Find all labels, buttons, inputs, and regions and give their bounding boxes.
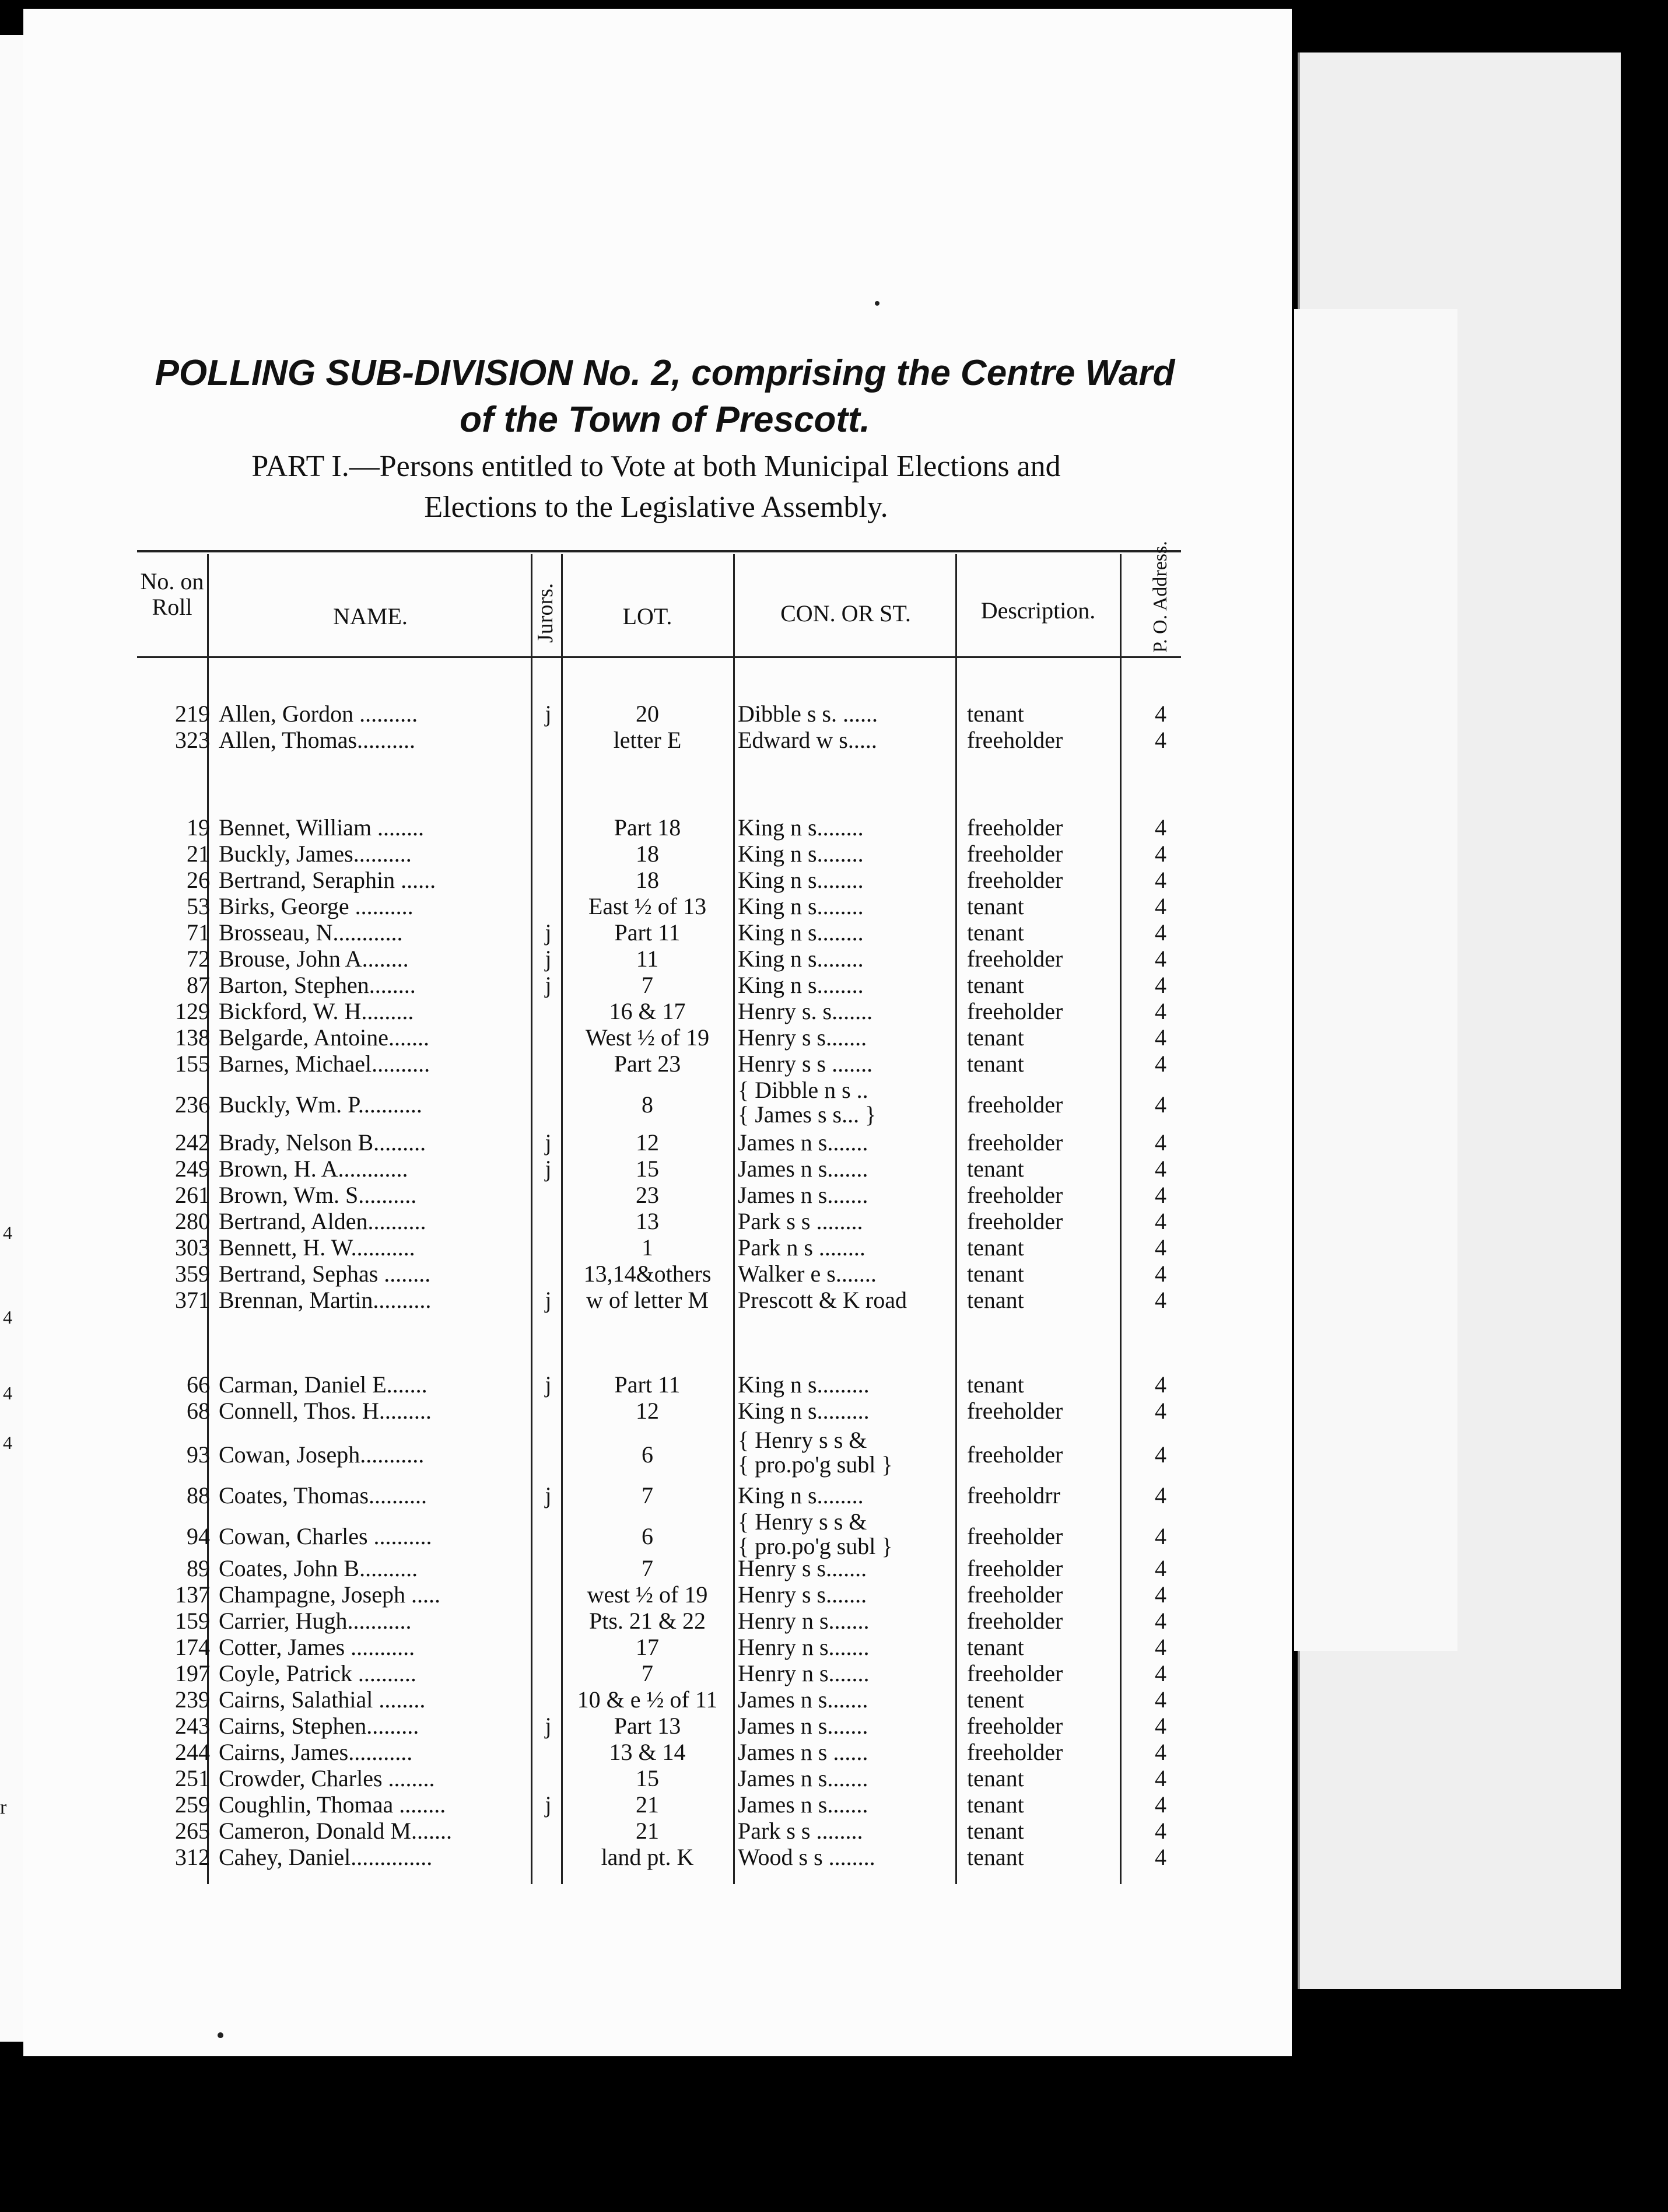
po-address-cell: 4 [1155, 1091, 1166, 1118]
roll-cell: 68 [187, 1398, 210, 1424]
lot-cell: Part 23 [614, 1051, 681, 1077]
lot-cell: 13,14&others [583, 1261, 712, 1287]
roll-cell: 71 [187, 919, 210, 946]
con-cell: { Henry s s & { pro.po'g subl } [738, 1508, 893, 1559]
po-address-cell: 4 [1155, 841, 1166, 867]
name-cell: Allen, Thomas.......... [219, 727, 416, 753]
description-cell: freeholder [967, 1555, 1063, 1581]
lot-cell: w of letter M [586, 1287, 709, 1313]
name-cell: Cameron, Donald M....... [219, 1818, 452, 1844]
po-address-cell: 4 [1155, 972, 1166, 998]
column-divider [1120, 554, 1122, 1884]
name-cell: Bennett, H. W........... [219, 1234, 415, 1261]
name-cell: Buckly, Wm. P........... [219, 1091, 422, 1118]
description-cell: freeholder [967, 867, 1063, 893]
margin-number: 4 [3, 1307, 12, 1328]
description-cell: tenant [967, 1634, 1024, 1660]
juror-cell: j [545, 1713, 552, 1739]
juror-cell: j [545, 1129, 552, 1156]
roll-cell: 94 [187, 1523, 210, 1549]
description-cell: tenant [967, 1818, 1024, 1844]
con-cell: King n s........ [738, 893, 864, 919]
lot-cell: 16 & 17 [609, 998, 686, 1024]
po-address-cell: 4 [1155, 1261, 1166, 1287]
po-address-cell: 4 [1155, 1739, 1166, 1765]
con-cell: James n s....... [738, 1686, 868, 1713]
speck [218, 2032, 223, 2038]
roll-cell: 72 [187, 946, 210, 972]
name-cell: Brown, Wm. S.......... [219, 1182, 417, 1208]
con-cell: Henry n s....... [738, 1660, 870, 1686]
con-cell: King n s........ [738, 919, 864, 946]
po-address-cell: 4 [1155, 1182, 1166, 1208]
lot-cell: 23 [636, 1182, 659, 1208]
po-address-cell: 4 [1155, 1634, 1166, 1660]
roll-cell: 236 [175, 1091, 210, 1118]
description-cell: freeholder [967, 841, 1063, 867]
lot-cell: west ½ of 19 [587, 1581, 708, 1608]
roll-cell: 87 [187, 972, 210, 998]
con-cell: Park s s ........ [738, 1818, 863, 1844]
po-address-cell: 4 [1155, 1234, 1166, 1261]
roll-cell: 323 [175, 727, 210, 753]
po-address-cell: 4 [1155, 893, 1166, 919]
name-cell: Buckly, James.......... [219, 841, 412, 867]
po-address-cell: 4 [1155, 1581, 1166, 1608]
juror-cell: j [545, 1156, 552, 1182]
roll-cell: 244 [175, 1739, 210, 1765]
roll-cell: 265 [175, 1818, 210, 1844]
description-cell: freeholder [967, 1739, 1063, 1765]
juror-cell: j [545, 1482, 552, 1508]
roll-cell: 303 [175, 1234, 210, 1261]
name-cell: Allen, Gordon .......... [219, 701, 418, 727]
po-address-cell: 4 [1155, 919, 1166, 946]
description-cell: freeholder [967, 1182, 1063, 1208]
lot-cell: 12 [636, 1129, 659, 1156]
description-cell: freeholder [967, 1129, 1063, 1156]
lot-cell: 21 [636, 1818, 659, 1844]
lot-cell: Part 11 [614, 919, 681, 946]
lot-cell: 1 [642, 1234, 653, 1261]
roll-cell: 155 [175, 1051, 210, 1077]
po-address-cell: 4 [1155, 998, 1166, 1024]
po-address-cell: 4 [1155, 814, 1166, 841]
roll-cell: 159 [175, 1608, 210, 1634]
lot-cell: Part 13 [614, 1713, 681, 1739]
page-title [134, 350, 1196, 443]
description-cell: freeholder [967, 1713, 1063, 1739]
name-cell: Coates, Thomas.......... [219, 1482, 427, 1508]
po-address-cell: 4 [1155, 1818, 1166, 1844]
roll-cell: 280 [175, 1208, 210, 1234]
con-cell: James n s....... [738, 1791, 868, 1818]
name-cell: Cowan, Joseph........... [219, 1441, 425, 1468]
juror-cell: j [545, 701, 552, 727]
roll-cell: 243 [175, 1713, 210, 1739]
con-cell: Wood s s ........ [738, 1844, 875, 1870]
con-cell: Henry n s....... [738, 1634, 870, 1660]
po-address-cell: 4 [1155, 1129, 1166, 1156]
lot-cell: 17 [636, 1634, 659, 1660]
col-header-po-address: P. O. Address. [1150, 541, 1171, 653]
header-bottom-rule [137, 656, 1181, 658]
lot-cell: letter E [613, 727, 682, 753]
con-cell: King n s........ [738, 1482, 864, 1508]
description-cell: freeholder [967, 814, 1063, 841]
roll-cell: 174 [175, 1634, 210, 1660]
lot-cell: 18 [636, 841, 659, 867]
lot-cell: 7 [642, 972, 653, 998]
column-divider [531, 554, 532, 1884]
roll-cell: 197 [175, 1660, 210, 1686]
con-cell: James n s....... [738, 1713, 868, 1739]
description-cell: tenant [967, 701, 1024, 727]
description-cell: freeholder [967, 727, 1063, 753]
con-cell: Park n s ........ [738, 1234, 865, 1261]
title-line-1: POLLING SUB-DIVISION No. 2, comprising the Centre Ward [155, 353, 1175, 393]
title-line-2: of the Town of Prescott. [460, 400, 870, 440]
po-address-cell: 4 [1155, 1660, 1166, 1686]
description-cell: tenant [967, 1844, 1024, 1870]
description-cell: tenant [967, 893, 1024, 919]
con-cell: King n s........ [738, 946, 864, 972]
con-cell: King n s......... [738, 1398, 870, 1424]
lot-cell: 21 [636, 1791, 659, 1818]
description-cell: tenant [967, 919, 1024, 946]
lot-cell: 12 [636, 1398, 659, 1424]
name-cell: Cairns, Stephen......... [219, 1713, 419, 1739]
con-cell: King n s........ [738, 972, 864, 998]
lot-cell: 8 [642, 1091, 653, 1118]
name-cell: Carrier, Hugh........... [219, 1608, 412, 1634]
po-address-cell: 4 [1155, 1686, 1166, 1713]
con-cell: James n s....... [738, 1765, 868, 1791]
lot-cell: East ½ of 13 [588, 893, 707, 919]
con-cell: Henry s s....... [738, 1581, 867, 1608]
juror-cell: j [545, 972, 552, 998]
po-address-cell: 4 [1155, 1287, 1166, 1313]
column-divider [733, 554, 735, 1884]
con-cell: Henry s s ....... [738, 1051, 873, 1077]
name-cell: Cairns, Salathial ........ [219, 1686, 426, 1713]
po-address-cell: 4 [1155, 1441, 1166, 1468]
po-address-cell: 4 [1155, 867, 1166, 893]
lot-cell: 15 [636, 1156, 659, 1182]
lot-cell: Part 18 [614, 814, 681, 841]
lot-cell: 20 [636, 701, 659, 727]
con-cell: { Henry s s & { pro.po'g subl } [738, 1427, 893, 1478]
juror-cell: j [545, 1791, 552, 1818]
po-address-cell: 4 [1155, 1608, 1166, 1634]
description-cell: freeholder [967, 998, 1063, 1024]
name-cell: Birks, George .......... [219, 893, 414, 919]
con-cell: King n s......... [738, 1371, 870, 1398]
description-cell: tenant [967, 972, 1024, 998]
roll-cell: 93 [187, 1441, 210, 1468]
name-cell: Coyle, Patrick .......... [219, 1660, 416, 1686]
description-cell: tenant [967, 1287, 1024, 1313]
table-top-rule [137, 550, 1181, 552]
description-cell: tenant [967, 1024, 1024, 1051]
name-cell: Connell, Thos. H......... [219, 1398, 432, 1424]
po-address-cell: 4 [1155, 1844, 1166, 1870]
name-cell: Barton, Stephen........ [219, 972, 416, 998]
roll-cell: 89 [187, 1555, 210, 1581]
description-cell: tenant [967, 1261, 1024, 1287]
po-address-cell: 4 [1155, 727, 1166, 753]
description-cell: freeholder [967, 1208, 1063, 1234]
name-cell: Coates, John B.......... [219, 1555, 418, 1581]
con-cell: James n s ...... [738, 1739, 868, 1765]
po-address-cell: 4 [1155, 1156, 1166, 1182]
lot-cell: 6 [642, 1441, 653, 1468]
roll-cell: 359 [175, 1261, 210, 1287]
col-header-lot: LOT. [622, 603, 672, 629]
roll-cell: 371 [175, 1287, 210, 1313]
margin-number: 4 [3, 1222, 12, 1243]
name-cell: Crowder, Charles ........ [219, 1765, 435, 1791]
con-cell: Henry s s....... [738, 1024, 867, 1051]
description-cell: tenant [967, 1156, 1024, 1182]
name-cell: Coughlin, Thomaa ........ [219, 1791, 446, 1818]
lot-cell: 7 [642, 1660, 653, 1686]
po-address-cell: 4 [1155, 1398, 1166, 1424]
po-address-cell: 4 [1155, 701, 1166, 727]
description-cell: tenant [967, 1765, 1024, 1791]
description-cell: tenant [967, 1791, 1024, 1818]
adjacent-page-edge [0, 35, 23, 2042]
lot-cell: 18 [636, 867, 659, 893]
po-address-cell: 4 [1155, 1051, 1166, 1077]
con-cell: Henry n s....... [738, 1608, 870, 1634]
roll-cell: 21 [187, 841, 210, 867]
name-cell: Bennet, William ........ [219, 814, 425, 841]
margin-number: 4 [3, 1432, 12, 1453]
description-cell: tenent [967, 1686, 1024, 1713]
description-cell: freeholder [967, 1091, 1063, 1118]
roll-cell: 249 [175, 1156, 210, 1182]
juror-cell: j [545, 1287, 552, 1313]
po-address-cell: 4 [1155, 1555, 1166, 1581]
con-cell: James n s....... [738, 1182, 868, 1208]
po-address-cell: 4 [1155, 1024, 1166, 1051]
description-cell: freeholder [967, 1441, 1063, 1468]
con-cell: Park s s ........ [738, 1208, 863, 1234]
po-address-cell: 4 [1155, 1482, 1166, 1508]
roll-cell: 129 [175, 998, 210, 1024]
roll-cell: 251 [175, 1765, 210, 1791]
roll-cell: 19 [187, 814, 210, 841]
con-cell: James n s....... [738, 1156, 868, 1182]
name-cell: Brouse, John A........ [219, 946, 409, 972]
description-cell: freeholdrr [967, 1482, 1060, 1508]
con-cell: Henry s s....... [738, 1555, 867, 1581]
con-cell: { Dibble n s .. { James s s... } [738, 1077, 877, 1128]
con-cell: Prescott & K road [738, 1287, 907, 1313]
con-cell: King n s........ [738, 814, 864, 841]
name-cell: Cowan, Charles .......... [219, 1523, 432, 1549]
col-header-description: Description. [980, 597, 1096, 624]
description-cell: freeholder [967, 1581, 1063, 1608]
part-heading [134, 446, 1178, 528]
description-cell: freeholder [967, 1608, 1063, 1634]
name-cell: Brady, Nelson B......... [219, 1129, 426, 1156]
roll-cell: 66 [187, 1371, 210, 1398]
name-cell: Brown, H. A............ [219, 1156, 408, 1182]
speck [875, 301, 879, 306]
roll-cell: 242 [175, 1129, 210, 1156]
lot-cell: West ½ of 19 [585, 1024, 710, 1051]
name-cell: Cotter, James ........... [219, 1634, 415, 1660]
lot-cell: 15 [636, 1765, 659, 1791]
roll-cell: 219 [175, 701, 210, 727]
con-cell: James n s....... [738, 1129, 868, 1156]
lot-cell: 10 & e ½ of 11 [577, 1686, 718, 1713]
lot-cell: Pts. 21 & 22 [588, 1608, 706, 1634]
po-address-cell: 4 [1155, 1765, 1166, 1791]
po-address-cell: 4 [1155, 946, 1166, 972]
roll-cell: 26 [187, 867, 210, 893]
lot-cell: 13 [636, 1208, 659, 1234]
name-cell: Champagne, Joseph ..... [219, 1581, 440, 1608]
con-cell: King n s........ [738, 867, 864, 893]
roll-cell: 261 [175, 1182, 210, 1208]
description-cell: freeholder [967, 1523, 1063, 1549]
juror-cell: j [545, 1371, 552, 1398]
name-cell: Belgarde, Antoine....... [219, 1024, 430, 1051]
po-address-cell: 4 [1155, 1208, 1166, 1234]
lot-cell: 7 [642, 1555, 653, 1581]
con-cell: Edward w s..... [738, 727, 877, 753]
roll-cell: 138 [175, 1024, 210, 1051]
name-cell: Brosseau, N............ [219, 919, 403, 946]
lot-cell: 6 [642, 1523, 653, 1549]
description-cell: freeholder [967, 1398, 1063, 1424]
name-cell: Bickford, W. H......... [219, 998, 414, 1024]
roll-cell: 137 [175, 1581, 210, 1608]
part-line-1: PART I.—Persons entitled to Vote at both Municipal Elections and [251, 450, 1061, 483]
con-cell: King n s........ [738, 841, 864, 867]
lot-cell: Part 11 [614, 1371, 681, 1398]
part-line-2: Elections to the Legislative Assembly. [424, 491, 888, 524]
po-address-cell: 4 [1155, 1523, 1166, 1549]
description-cell: tenant [967, 1051, 1024, 1077]
con-cell: Henry s. s....... [738, 998, 873, 1024]
name-cell: Bertrand, Sephas ........ [219, 1261, 431, 1287]
name-cell: Bertrand, Seraphin ...... [219, 867, 436, 893]
roll-cell: 53 [187, 893, 210, 919]
lot-cell: 7 [642, 1482, 653, 1508]
name-cell: Brennan, Martin.......... [219, 1287, 432, 1313]
con-cell: Dibble s s. ...... [738, 701, 878, 727]
po-address-cell: 4 [1155, 1371, 1166, 1398]
juror-cell: j [545, 919, 552, 946]
margin-number: 4 [3, 1382, 12, 1404]
description-cell: freeholder [967, 946, 1063, 972]
name-cell: Cairns, James........... [219, 1739, 413, 1765]
roll-cell: 239 [175, 1686, 210, 1713]
po-address-cell: 4 [1155, 1713, 1166, 1739]
roll-cell: 88 [187, 1482, 210, 1508]
roll-cell: 259 [175, 1791, 210, 1818]
col-header-name: NAME. [333, 603, 408, 629]
juror-cell: j [545, 946, 552, 972]
description-cell: tenant [967, 1234, 1024, 1261]
lot-cell: 13 & 14 [609, 1739, 686, 1765]
col-header-jurors: Jurors. [533, 583, 558, 643]
description-cell: freeholder [967, 1660, 1063, 1686]
col-header-roll: No. on Roll [140, 568, 204, 620]
col-header-con: CON. OR ST. [780, 600, 911, 626]
name-cell: Carman, Daniel E....... [219, 1371, 427, 1398]
edge-letter: r [0, 1797, 7, 1818]
con-cell: Walker e s....... [738, 1261, 877, 1287]
lot-cell: 11 [636, 946, 659, 972]
name-cell: Barnes, Michael.......... [219, 1051, 430, 1077]
roll-cell: 312 [175, 1844, 210, 1870]
facing-page-edge [1298, 52, 1621, 1989]
lot-cell: land pt. K [601, 1844, 694, 1870]
description-cell: tenant [967, 1371, 1024, 1398]
name-cell: Bertrand, Alden.......... [219, 1208, 426, 1234]
name-cell: Cahey, Daniel.............. [219, 1844, 433, 1870]
po-address-cell: 4 [1155, 1791, 1166, 1818]
